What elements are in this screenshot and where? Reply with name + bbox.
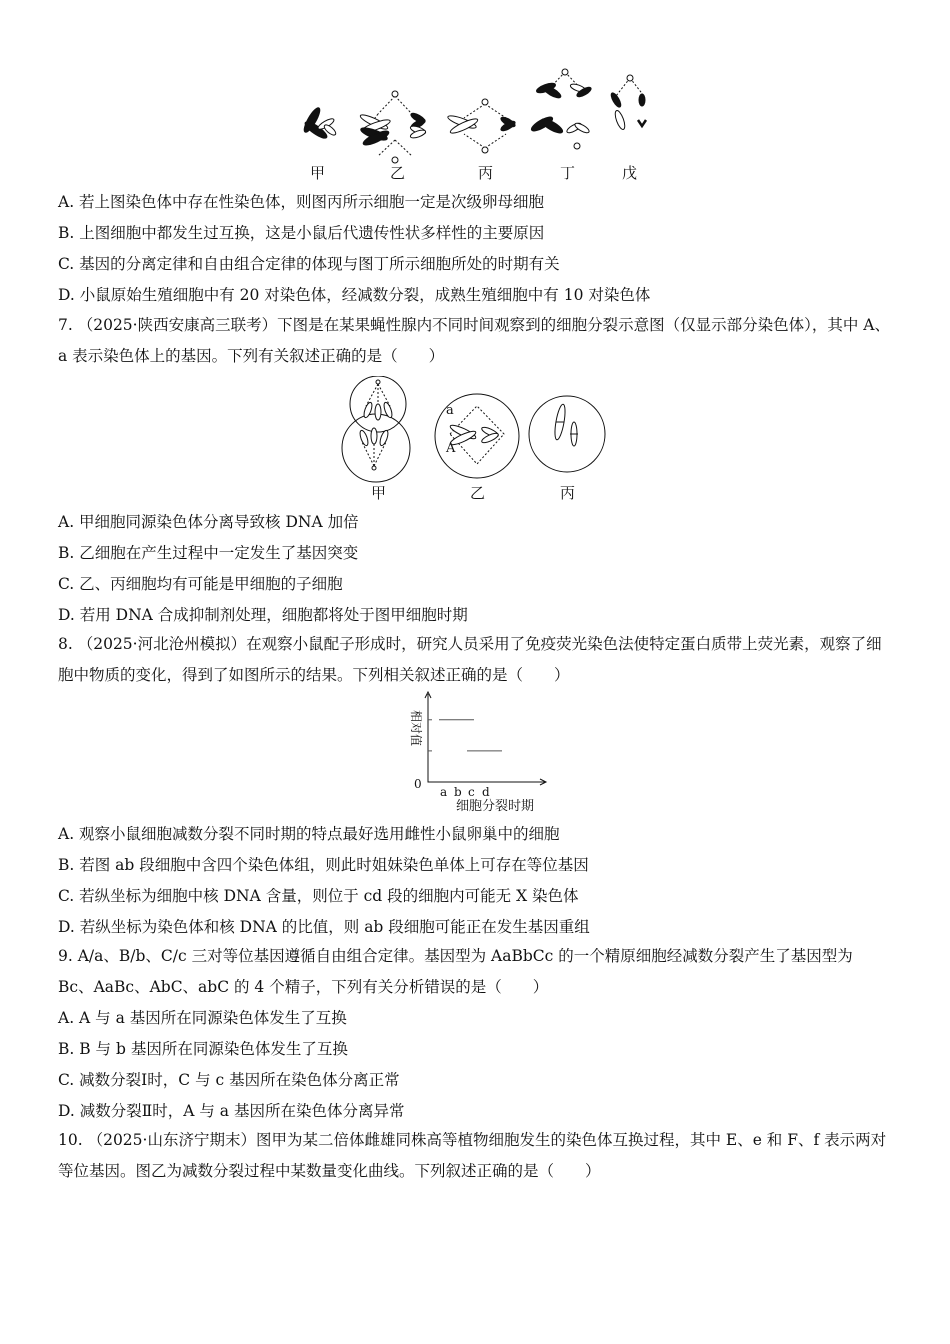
cell-yi-drawing [359, 91, 427, 163]
x-tick-label-d: d [482, 785, 490, 799]
fig1-label-bing: 丙 [478, 164, 494, 182]
gene-label-a: a [446, 403, 454, 418]
q7-option-a: A. 甲细胞同源染色体分离导致核 DNA 加倍 [58, 513, 359, 531]
chart-axes [428, 694, 546, 782]
cell-jia-chromosomes [358, 380, 393, 470]
q8-stem: 8. （2025·河北沧州模拟）在观察小鼠配子形成时，研究人员采用了免疫荧光染色法使特定蛋白质带上荧光素，观察了细胞中物质的变化，得到了如图所示的结果。下列相关叙述正确的是（ ） [58, 635, 882, 684]
x-tick-label-c: c [468, 785, 475, 799]
cell-ding-drawing [530, 69, 593, 149]
y-axis-label: 相对值 [409, 710, 423, 747]
cell-wu-drawing [609, 75, 646, 131]
q8-option-d: D. 若纵坐标为染色体和核 DNA 的比值，则 ab 段细胞可能正在发生基因重组 [58, 918, 590, 936]
fig1-label-wu: 戊 [622, 164, 638, 182]
fig1-label-yi: 乙 [390, 164, 406, 182]
cell-jia-drawing [302, 106, 338, 141]
q7-option-c: C. 乙、丙细胞均有可能是甲细胞的子细胞 [58, 575, 343, 593]
q9-option-d: D. 减数分裂Ⅱ时，A 与 a 基因所在染色体分离异常 [58, 1102, 405, 1120]
fig2-label-yi: 乙 [470, 484, 486, 502]
q7-option-d: D. 若用 DNA 合成抑制剂处理，细胞都将处于图甲细胞时期 [58, 606, 468, 624]
q9-option-c: C. 减数分裂Ⅰ时，C 与 c 基因所在染色体分离正常 [58, 1071, 400, 1089]
q6-option-b: B. 上图细胞中都发生过互换，这是小鼠后代遗传性状多样性的主要原因 [58, 224, 545, 242]
q8-option-a: A. 观察小鼠细胞减数分裂不同时期的特点最好选用雌性小鼠卵巢中的细胞 [58, 825, 560, 843]
fig1-label-jia: 甲 [310, 164, 326, 182]
x-tick-label-b: b [454, 785, 462, 799]
x-axis-label: 细胞分裂时期 [456, 799, 535, 814]
q9-option-b: B. B 与 b 基因所在同源染色体发生了互换 [58, 1040, 348, 1058]
cell-bing-chromosomes [553, 404, 578, 446]
fig1-label-ding: 丁 [560, 164, 576, 182]
cell-bing-drawing [447, 99, 517, 153]
gene-label-A: A [446, 441, 456, 456]
x-tick-label-a: a [440, 785, 448, 799]
q7-stem: 7. （2025·陕西安康高三联考）下图是在某果蝇性腺内不同时间观察到的细胞分裂示意图（仅显示部分染色体），其中 A、a 表示染色体上的基因。下列有关叙述正确的是（ ） [58, 316, 890, 365]
q6-option-d: D. 小鼠原始生殖细胞中有 20 对染色体，经减数分裂，成熟生殖细胞中有 10 对染色体 [58, 286, 651, 304]
cell-division-figure-q7 [338, 376, 610, 502]
fig2-label-bing: 丙 [560, 484, 576, 502]
q8-option-b: B. 若图 ab 段细胞中含四个染色体组，则此时姐妹染色单体上可存在等位基因 [58, 856, 589, 874]
q6-option-c: C. 基因的分离定律和自由组合定律的体现与图丁所示细胞所处的时期有关 [58, 255, 560, 273]
relative-value-chart [400, 690, 560, 818]
q10-stem: 10. （2025·山东济宁期末）图甲为某二倍体雌雄同株高等植物细胞发生的染色体互换过程，其中 E、e 和 F、f 表示两对等位基因。图乙为减数分裂过程中某数量变化曲线。下列叙述正确的是（ ） [58, 1131, 887, 1180]
q7-option-b: B. 乙细胞在产生过程中一定发生了基因突变 [58, 544, 359, 562]
q8-option-c: C. 若纵坐标为细胞中核 DNA 含量，则位于 cd 段的细胞内可能无 X 染色体 [58, 887, 579, 905]
q9-stem: 9. A/a、B/b、C/c 三对等位基因遵循自由组合定律。基因型为 AaBbCc 的一个精原细胞经减数分裂产生了基因型为 Bc、AaBc、AbC、abC 的 4 个精子，下列有关分析错误的是（ ） [58, 947, 853, 996]
origin-label: 0 [414, 777, 422, 791]
q6-option-a: A. 若上图染色体中存在性染色体，则图丙所示细胞一定是次级卵母细胞 [58, 193, 545, 211]
cell-yi-chromosomes [449, 406, 504, 464]
fig2-label-jia: 甲 [371, 484, 387, 502]
q9-option-a: A. A 与 a 基因所在同源染色体发生了互换 [58, 1009, 347, 1027]
chromosome-figure-q6 [290, 68, 670, 186]
